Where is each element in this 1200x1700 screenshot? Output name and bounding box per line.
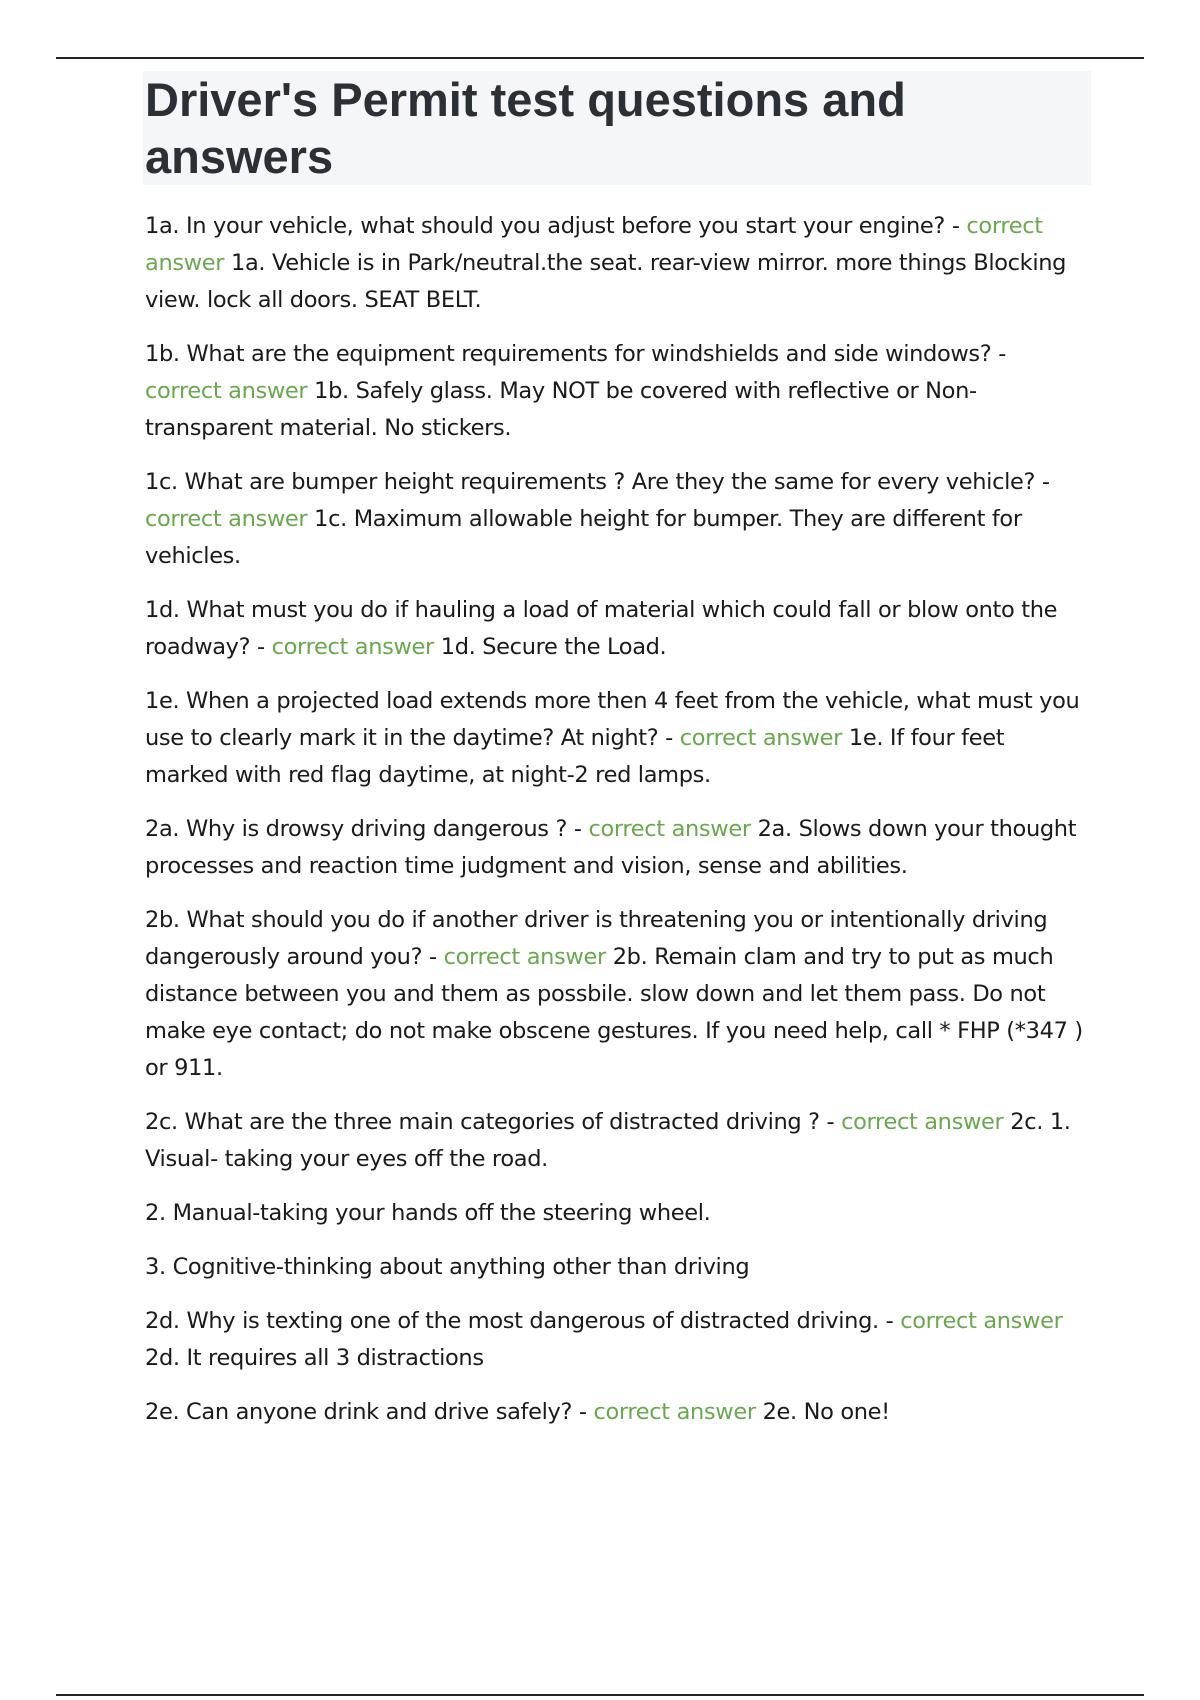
qa-item-2d [145, 1303, 1089, 1377]
correct-answer-label: correct answer [271, 634, 434, 660]
qa-item-2b [145, 902, 1089, 1087]
question-text: 2d. Why is texting one of the most dangerous of distracted driving. - [145, 1308, 894, 1334]
bottom-rule [56, 1694, 1144, 1696]
question-text: 1d. What must you do if hauling a load of material which could fall or blow onto the roadway? - [145, 597, 1058, 660]
correct-answer-label: correct answer [900, 1308, 1063, 1334]
qa-item-1d [145, 592, 1089, 666]
answer-text: 1c. Maximum allowable height for bumper. They are different for vehicles. [145, 506, 1022, 569]
question-text: 1b. What are the equipment requirements for windshields and side windows? - [145, 341, 1006, 367]
answer-text: 1e. If four feet marked with red flag daytime, at night-2 red lamps. [145, 725, 1005, 788]
correct-answer-label: correct answer [593, 1399, 756, 1425]
list-item-text: 2. Manual-taking your hands off the steering wheel. [145, 1200, 711, 1226]
qa-item-1b [145, 336, 1089, 447]
answer-text: 2e. No one! [762, 1399, 890, 1425]
correct-answer-label: correct answer [145, 506, 308, 532]
question-text: 1c. What are bumper height requirements ? Are they the same for every vehicle? - [145, 469, 1050, 495]
qa-item-2e [145, 1394, 1089, 1431]
question-text: 1a. In your vehicle, what should you adjust before you start your engine? - [145, 213, 960, 239]
question-text: 2c. What are the three main categories of distracted driving ? - [145, 1109, 835, 1135]
qa-item-1a [145, 208, 1089, 319]
correct-answer-label: correct answer [443, 944, 606, 970]
question-text: 2b. What should you do if another driver is threatening you or intentionally driving dangerously around you? - [145, 907, 1048, 970]
answer-text: 2a. Slows down your thought processes and reaction time judgment and vision, sense and abilities. [145, 816, 1077, 879]
answer-text: 1d. Secure the Load. [440, 634, 667, 660]
correct-answer-label: correct answer [145, 213, 1043, 276]
top-rule [56, 57, 1144, 59]
list-item-text: 3. Cognitive-thinking about anything other than driving [145, 1254, 750, 1280]
correct-answer-label: correct answer [841, 1109, 1004, 1135]
qa-list [145, 208, 1089, 1448]
qa-item-2c-cognitive [145, 1249, 1089, 1286]
answer-text: 2b. Remain clam and try to put as much distance between you and them as possbile. slow down and let them pass. Do not make eye contact; do not make obscene gestures. If you need help, call * FHP (*347 ) or 911. [145, 944, 1083, 1081]
qa-item-1e [145, 683, 1089, 794]
qa-item-2a [145, 811, 1089, 885]
qa-item-2c-manual [145, 1195, 1089, 1232]
question-text: 2e. Can anyone drink and drive safely? - [145, 1399, 587, 1425]
question-text: 2a. Why is drowsy driving dangerous ? - [145, 816, 582, 842]
correct-answer-label: correct answer [588, 816, 751, 842]
page-title: Driver's Permit test questions and answers [145, 73, 906, 183]
answer-text: 1a. Vehicle is in Park/neutral.the seat. rear-view mirror. more things Blocking view. lock all doors. SEAT BELT. [145, 250, 1067, 313]
question-text: 1e. When a projected load extends more then 4 feet from the vehicle, what must you use to clearly mark it in the daytime? At night? - [145, 688, 1080, 751]
title-banner [143, 71, 1091, 185]
answer-text: 2d. It requires all 3 distractions [145, 1345, 484, 1371]
qa-item-1c [145, 464, 1089, 575]
correct-answer-label: correct answer [145, 378, 308, 404]
answer-text: 2c. 1. Visual- taking your eyes off the road. [145, 1109, 1071, 1172]
correct-answer-label: correct answer [679, 725, 843, 751]
qa-item-2c [145, 1104, 1089, 1178]
answer-text: 1b. Safely glass. May NOT be covered with reflective or Non-transparent material. No stickers. [145, 378, 977, 441]
